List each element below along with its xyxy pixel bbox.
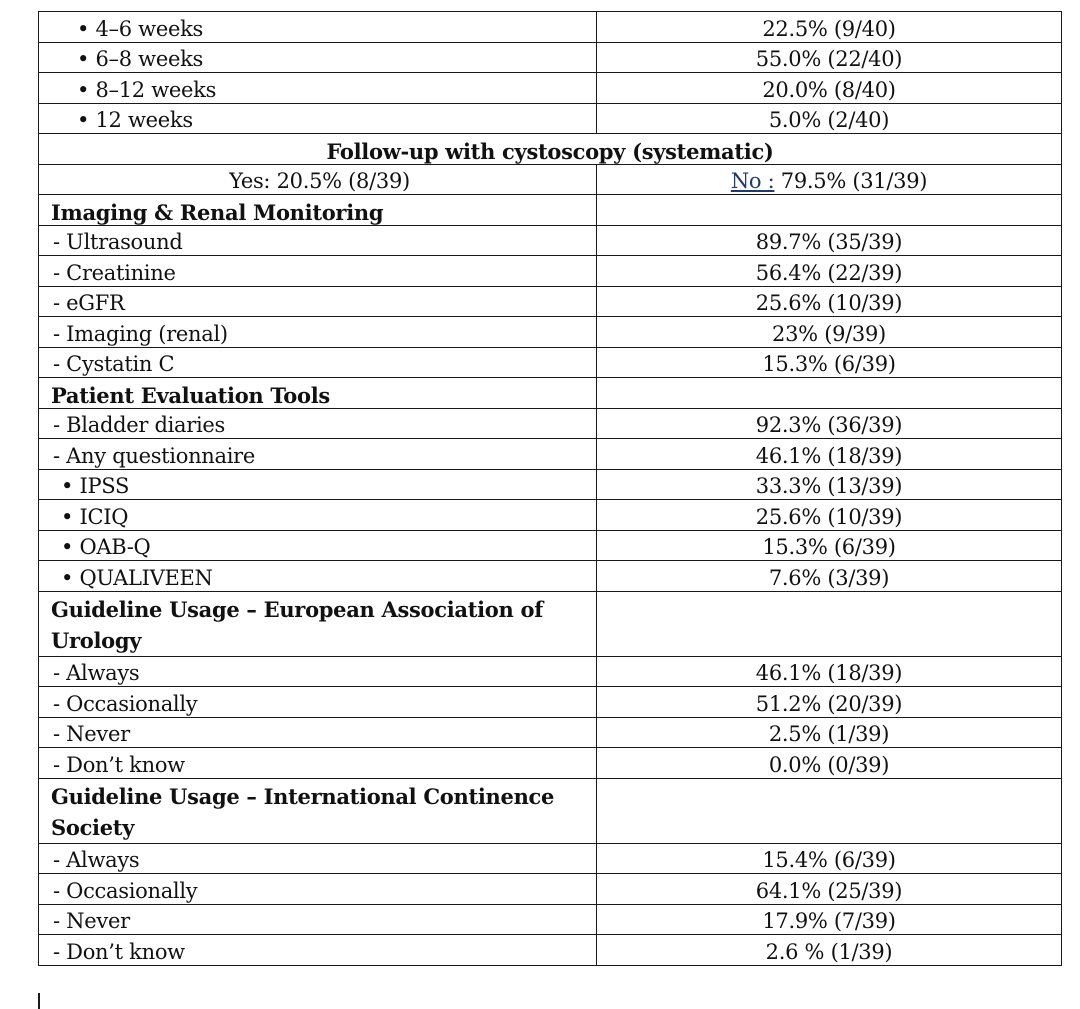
table-row	[39, 687, 1062, 718]
row-value: 15.4% (6/39)	[597, 843, 1062, 874]
row-value: 23% (9/39)	[597, 317, 1062, 348]
section-heading-row	[39, 195, 1062, 226]
cystoscopy-yes: Yes: 20.5% (8/39)	[39, 164, 597, 195]
row-label: - Don’t know	[39, 748, 597, 779]
row-label: - Creatinine	[39, 256, 597, 287]
row-value: 51.2% (20/39)	[597, 687, 1062, 718]
row-label: - Always	[39, 843, 597, 874]
row-label: • QUALIVEEN	[39, 561, 597, 592]
row-value: 17.9% (7/39)	[597, 904, 1062, 935]
cystoscopy-heading: Follow-up with cystoscopy (systematic)	[39, 134, 1062, 165]
row-label: • 4–6 weeks	[39, 12, 597, 43]
row-label: - Never	[39, 904, 597, 935]
row-value: 2.5% (1/39)	[597, 717, 1062, 748]
row-value: 64.1% (25/39)	[597, 874, 1062, 905]
row-label: • 12 weeks	[39, 103, 597, 134]
row-label: - Occasionally	[39, 687, 597, 718]
table-row	[39, 843, 1062, 874]
row-value: 22.5% (9/40)	[597, 12, 1062, 43]
survey-results-table	[38, 11, 1062, 966]
section-heading-row	[39, 378, 1062, 409]
row-value: 89.7% (35/39)	[597, 225, 1062, 256]
row-label: - Cystatin C	[39, 347, 597, 378]
table-row	[39, 717, 1062, 748]
table-row	[39, 42, 1062, 73]
row-value: 46.1% (18/39)	[597, 656, 1062, 687]
row-label: - Bladder diaries	[39, 408, 597, 439]
imaging-heading: Imaging & Renal Monitoring	[39, 195, 597, 226]
row-value: 0.0% (0/39)	[597, 748, 1062, 779]
section-heading-row	[39, 778, 1062, 843]
row-value: 25.6% (10/39)	[597, 286, 1062, 317]
row-label: • 8–12 weeks	[39, 73, 597, 104]
table-row	[39, 748, 1062, 779]
row-label: • OAB-Q	[39, 530, 597, 561]
row-value: 20.0% (8/40)	[597, 73, 1062, 104]
table-row	[39, 408, 1062, 439]
table-row	[39, 935, 1062, 966]
row-label: • ICIQ	[39, 500, 597, 531]
row-label: - Never	[39, 717, 597, 748]
row-label: - Always	[39, 656, 597, 687]
evaluation-heading: Patient Evaluation Tools	[39, 378, 597, 409]
ics-heading: Guideline Usage – International Continence Society	[39, 778, 597, 843]
table-row	[39, 73, 1062, 104]
table-row	[39, 12, 1062, 43]
table-row	[39, 874, 1062, 905]
table-row	[39, 561, 1062, 592]
section-heading-row	[39, 591, 1062, 656]
cystoscopy-no-value: 79.5% (31/39)	[774, 169, 928, 193]
row-value: 2.6 % (1/39)	[597, 935, 1062, 966]
eau-heading: Guideline Usage – European Association of Urology	[39, 591, 597, 656]
row-label: - Occasionally	[39, 874, 597, 905]
row-label: - Imaging (renal)	[39, 317, 597, 348]
table-row	[39, 286, 1062, 317]
cystoscopy-no-label: No :	[730, 169, 775, 193]
table-row	[39, 469, 1062, 500]
row-label: - Any questionnaire	[39, 439, 597, 470]
row-value: 25.6% (10/39)	[597, 500, 1062, 531]
row-label: - Ultrasound	[39, 225, 597, 256]
row-value: 5.0% (2/40)	[597, 103, 1062, 134]
table-row	[39, 656, 1062, 687]
row-value: 55.0% (22/40)	[597, 42, 1062, 73]
section-heading-row	[39, 134, 1062, 165]
row-label: - Don’t know	[39, 935, 597, 966]
empty-cell	[597, 195, 1062, 226]
row-value: 33.3% (13/39)	[597, 469, 1062, 500]
table-row	[39, 904, 1062, 935]
empty-cell	[597, 591, 1062, 656]
table-row	[39, 164, 1062, 195]
cystoscopy-no	[597, 164, 1062, 195]
table-row	[39, 347, 1062, 378]
empty-cell	[597, 778, 1062, 843]
table-row	[39, 225, 1062, 256]
row-value: 7.6% (3/39)	[597, 561, 1062, 592]
table-row	[39, 256, 1062, 287]
row-value: 15.3% (6/39)	[597, 530, 1062, 561]
table-row	[39, 439, 1062, 470]
row-label: • IPSS	[39, 469, 597, 500]
table-row	[39, 530, 1062, 561]
row-value: 56.4% (22/39)	[597, 256, 1062, 287]
table-row	[39, 500, 1062, 531]
empty-cell	[597, 378, 1062, 409]
row-value: 15.3% (6/39)	[597, 347, 1062, 378]
row-label: - eGFR	[39, 286, 597, 317]
table-row	[39, 317, 1062, 348]
row-value: 46.1% (18/39)	[597, 439, 1062, 470]
row-label: • 6–8 weeks	[39, 42, 597, 73]
row-value: 92.3% (36/39)	[597, 408, 1062, 439]
table-row	[39, 103, 1062, 134]
page-edge-line	[38, 993, 40, 1009]
